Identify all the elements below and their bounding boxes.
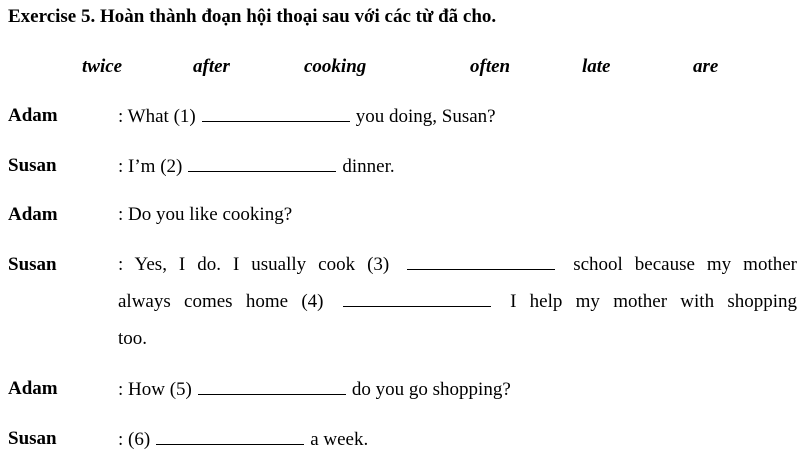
dialogue-line [118,246,797,283]
answer-blank-1 [202,105,350,122]
dialogue-line [118,105,496,128]
line-text: I help my mother with shopping [510,291,798,312]
answer-blank-6 [156,428,304,445]
line-text: a week. [310,429,369,450]
word-bank-item: often [470,56,511,77]
dialogue-line [118,328,147,350]
exercise-title: Exercise 5. Hoàn thành đoạn hội thoại sau với các từ đã cho. [8,6,497,27]
line-text: always comes home (4) [118,291,324,312]
line-text: : Do you like cooking? [118,204,293,225]
line-text: : (6) [118,429,151,450]
line-text: school because my mother [573,254,797,275]
answer-blank-4 [343,290,491,307]
line-text: : Yes, I do. I usually cook (3) [118,254,390,275]
speaker-name: Adam [8,105,58,126]
speaker-name: Susan [8,155,57,176]
dialogue-line [118,155,395,178]
speaker-name: Susan [8,428,57,449]
line-text: : What (1) [118,106,196,127]
dialogue-line [118,428,368,451]
answer-blank-3 [407,253,555,270]
answer-blank-2 [188,155,336,172]
line-text: : I’m (2) [118,156,183,177]
word-bank-item: after [193,56,230,77]
speaker-name: Susan [8,254,57,275]
answer-blank-5 [198,378,346,395]
word-bank-item: twice [82,56,123,77]
word-bank-item: cooking [304,56,367,77]
dialogue-line [118,283,797,320]
line-text: dinner. [342,156,395,177]
word-bank-item: late [582,56,611,77]
line-text: do you go shopping? [351,379,511,400]
speaker-name: Adam [8,378,58,399]
line-text: too. [118,328,148,349]
line-text: : How (5) [118,379,192,400]
word-bank-item: are [693,56,719,77]
line-text: you doing, Susan? [355,106,496,127]
dialogue-line [118,204,292,226]
dialogue-line [118,378,511,401]
speaker-name: Adam [8,204,58,225]
